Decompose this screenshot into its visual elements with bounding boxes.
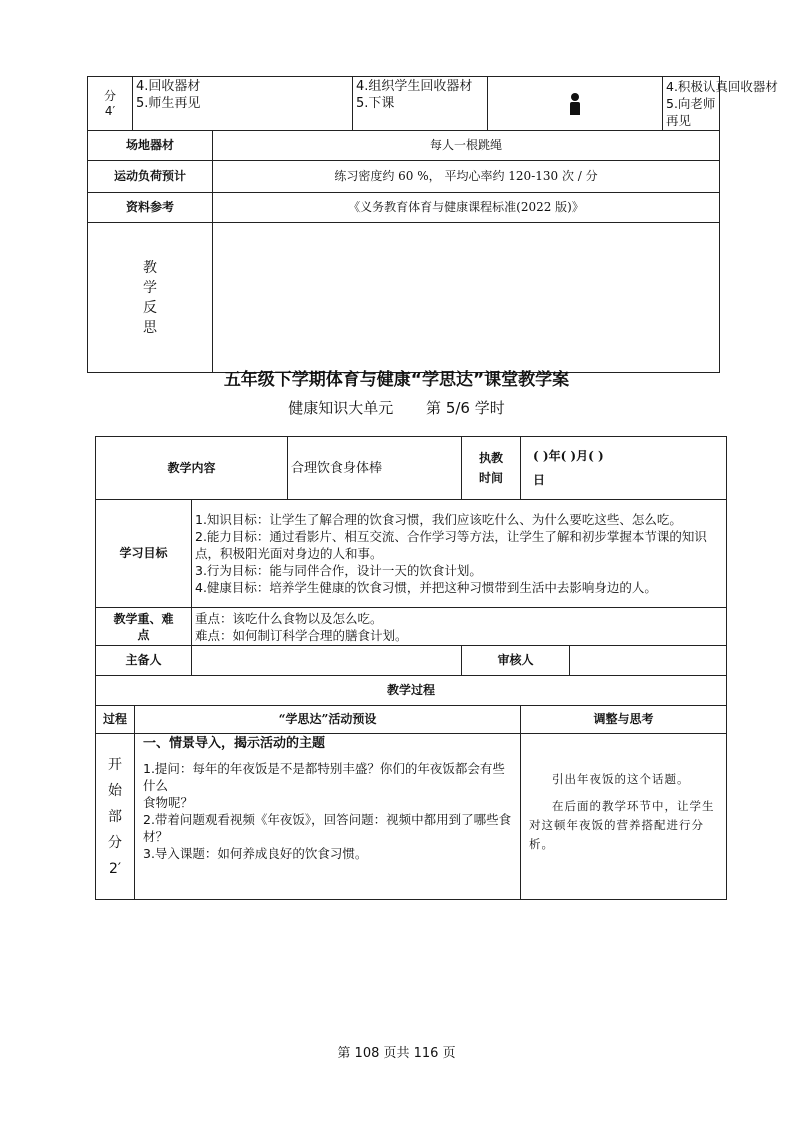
- venue-label: 场地器材: [88, 131, 213, 161]
- key-point: 重点：该吃什么食物以及怎么吃。: [195, 610, 383, 626]
- student-line: 5.师生再见: [136, 96, 201, 111]
- reference-value: 《义务教育体育与健康课程标准(2022 版)》: [213, 193, 720, 223]
- activity-item: 3.导入课题：如何养成良好的饮食习惯。: [143, 846, 368, 861]
- adjust-note: 引出年夜饭的这个话题。: [552, 772, 690, 786]
- activity-item: 1.提问：每年的年夜饭是不是都特别丰盛？你们的年夜饭都会有些什么 食物呢？: [143, 761, 505, 810]
- load-label: 运动负荷预计: [88, 161, 213, 193]
- reflection-content: [213, 223, 720, 373]
- unit-name: 健康知识大单元: [288, 399, 394, 417]
- page-footer: 第 108 页共 116 页: [337, 1046, 456, 1061]
- time-label: 执教 时间: [462, 437, 521, 500]
- goal-item: 3.行为目标：能与同伴合作，设计一天的饮食计划。: [195, 563, 482, 578]
- reflection-label: 教 学 反 思: [88, 223, 213, 373]
- formation-cell: [488, 77, 663, 131]
- content-value: 合理饮食身体棒: [288, 437, 462, 500]
- lesson-table: [95, 436, 727, 900]
- page-title: 五年级下学期体育与健康“学思达”课堂教学案: [223, 370, 570, 390]
- key-points-cell: [192, 608, 727, 646]
- load-value: 练习密度约 60 %， 平均心率约 120-130 次 / 分: [213, 161, 720, 193]
- content-label: 教学内容: [96, 437, 288, 500]
- activity-item: 2.带着问题观看视频《年夜饭》，回答问题：视频中都用到了哪些食材？: [143, 812, 512, 844]
- goal-item: 4.健康目标：培养学生健康的饮食习惯，并把这种习惯带到生活中去影响身边的人。: [195, 580, 657, 595]
- phase-cell: 开 始 部 分 2′: [96, 734, 135, 900]
- venue-value: 每人一根跳绳: [213, 131, 720, 161]
- preparer-value: [192, 646, 462, 676]
- page-subtitle: [0, 397, 793, 418]
- section-heading: 一、情景导入，揭示活动的主题: [143, 736, 326, 751]
- adjust-note: 在后面的教学环节中，让学生对这顿年夜饭的营养搭配进行分析。: [529, 799, 715, 851]
- requirement-line: 4.积极认真回收器材: [666, 79, 778, 94]
- lesson-number: 第 5/6 学时: [426, 399, 505, 417]
- teacher-activity-cell: [353, 77, 488, 131]
- activity-cell: [135, 734, 521, 900]
- reference-label: 资料参考: [88, 193, 213, 223]
- teacher-line: 4.组织学生回收器材: [356, 79, 473, 94]
- time-value: ( )年( )月( ) 日: [521, 437, 727, 500]
- student-line: 4.回收器材: [136, 79, 201, 94]
- student-activity-cell: [133, 77, 353, 131]
- reviewer-value: [570, 646, 727, 676]
- top-table: [87, 76, 778, 373]
- goals-label: 学习目标: [96, 500, 192, 608]
- process-title: 教学过程: [96, 676, 727, 706]
- person-icon: [568, 93, 582, 115]
- key-point: 难点：如何制订科学合理的膳食计划。: [195, 627, 408, 643]
- requirement-cell: [663, 77, 778, 131]
- preparer-label: 主备人: [96, 646, 192, 676]
- reviewer-label: 审核人: [462, 646, 570, 676]
- goal-item: 1.知识目标：让学生了解合理的饮食习惯，我们应该吃什么、为什么要吃这些、怎么吃。: [195, 512, 682, 527]
- col-adjust: 调整与思考: [521, 706, 727, 734]
- col-activity: “学思达”活动预设: [135, 706, 521, 734]
- goal-item: 2.能力目标：通过看影片、相互交流、合作学习等方法，让学生了解和初步掌握本节课的知识点，积极阳光面对身边的人和事。: [195, 529, 707, 561]
- teacher-line: 5.下课: [356, 96, 395, 111]
- requirement-line: 5.向老师再见: [666, 96, 716, 128]
- goals-cell: [192, 500, 727, 608]
- phase-label: 分 4′: [88, 77, 133, 131]
- col-process: 过程: [96, 706, 135, 734]
- key-points-label: 教学重、难 点: [96, 608, 192, 646]
- adjust-cell: [521, 734, 727, 900]
